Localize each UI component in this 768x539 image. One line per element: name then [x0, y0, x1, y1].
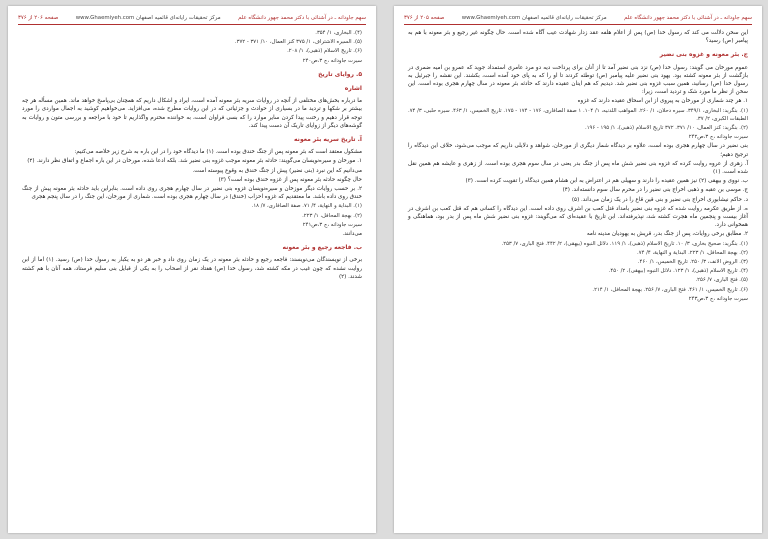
paragraph: بنی نضیر در سال چهارم هجری بوده است، علاوه بر دیدگاه شمار دیگری از مورخان، شواهد و دلایلی داریم که موجب می‌شود، خلاف این دیدگاه را ترجیح دهیم؛	[408, 143, 748, 158]
paragraph: این سخن دلالت می کند که رسول خدا (ص) پس از اعلام هلفه عقد زدار شهادت عیب آگاه شده است. حال چگونه غیر رجیع و بئر معونه با هم به پیامبر (ص) رسید؟	[408, 30, 748, 45]
section-heading: ب. فاجعه رجیع و بئر معونه	[282, 244, 362, 252]
footnote: (۴). البخاری، ۱/ ۳۵۴.	[315, 30, 362, 36]
page-header	[404, 12, 752, 25]
section-heading: ج. بئر معونه و غزوه بنی نضیر	[659, 51, 748, 59]
left-page	[8, 6, 376, 533]
section-heading: آ. تاریخ سریه بئر معونه	[294, 136, 362, 144]
footnote: (۲). بنگرید: کنز العمال، ۱۰/ ۳۷۱. ۳۷۲ تاریخ الاسلام (ذهبی)، ۱/ ۱۹۵ - ۱۹۶.	[585, 125, 748, 132]
paragraph: د. حاکم نیشابوری اخراج بنی نضیر و بنی قین قاع را در یک زمان می‌داند. (۵)	[571, 196, 748, 203]
paragraph: ۱. هر چند شماری از مورخان به پیروی از ابن اسحاق عقیده دارند که غزوه	[577, 98, 748, 105]
paragraph: ما درباره بخش‌های مختلفی از آنچه در روایات سریه بئر معونه آمده است، ایراد و اشکال داریم که همچنان بی‌پاسخ خواهد ماند. همین مسأله هر چه بیشتر بر شکها و تردید ما در بسیاری از حوادث و جزئیاتی که در این روایات مطرح شده، می‌افزاید. می‌خواهیم کوشید به اجمال مواردی را مورد توجه قرار دهیم و رخنت پیدا کردن سایر موارد را که بسی فراوان است، به خواننده محترم واگذاریم تا خود با مراجعه و بررسی متون و روایات به گوشه‌های دیگر از زوایای تاریک آن دست پیدا کند.	[22, 98, 362, 129]
footnote: (۶). تاریخ الخمیس، ۱/ ۴۶۱. فتح الباری، ۷/ ۲۵۶. بهجة المحافل، ۱/ ۲۱۴.	[592, 286, 748, 293]
footnote: سیرت جاودانه ،ج ۳،ص۲۴۰	[302, 57, 362, 64]
paragraph: آ. زهری از عروه روایت کرده که غزوه بنی نضیر شش ماه پس از جنگ بدر یعنی در سال سوم هجری بوده است. از زهری و عایشه هم همین نقل شده است. (۱)	[408, 160, 748, 176]
footnote: (۴). تاریخ الاسلام (ذهبی)، ۱/ ۱۲۳. دلائل النبوه (بیهقی)، ۲/ ۴۵۰.	[608, 268, 748, 275]
header-page-info: صفحه ۲۰۵ از ۳۷۶	[404, 15, 445, 21]
footnote: (۵). فتح الباری، ۷/ ۲۵۶.	[695, 277, 748, 284]
header-page-info: صفحه ۲۰۶ از ۳۷۶	[18, 15, 59, 21]
paragraph: ۲. مطابق برخی روایات، پس از جنگ بدر، قریش به یهودیان مدینه نامه	[586, 231, 748, 238]
footnote: سیرت جاودانه ،ج ۳،ص۲۴۱	[302, 221, 362, 228]
page-body	[8, 25, 376, 281]
header-site[interactable]: مرکز تحقیقات رایانه‌ای قائمیه اصفهان www.Ghaemiyeh.com	[461, 15, 607, 21]
paragraph: حال چگونه حادثه بئر معونه پس از غزوه خندق بوده است؟ (۳)	[218, 176, 362, 183]
paragraph: برخی از نویسندگان می‌نویسند: فاجعه رجیع و حادثه بئر معونه در یک زمان روی داد و خبر هر دو به یکبار به رسول خدا (ص) رسید. (۱) اما از ابن روایت نشده که چون غیب در مکه کشته شد، رسول خدا (ص) هفتاد نفر از اصحاب را به یکی از قبایل بنی سلیم فرستاد، همه آنان با هم کشته شدند. (۲)	[22, 257, 362, 280]
header-site[interactable]: مرکز تحقیقات رایانه‌ای قائمیه اصفهان www.Ghaemiyeh.com	[75, 15, 221, 21]
paragraph: می‌دانیم که این نبرد (بنی نضیر) پیش از جنگ خندق به وقوع پیوسته است.	[192, 167, 362, 174]
right-page	[394, 6, 762, 533]
paragraph: مشکول معتقد است که بئر معونه پس از جنگ خندق بوده است. (۱) ما دیدگاه خود را در این باره به شرح زیر خلاصه می‌کنیم:	[74, 149, 362, 156]
footnote: (۲). بهجة المحافل، ۱/ ۲۲۳.	[302, 212, 362, 219]
paragraph: ج. موسی بن عقبه و ذهبی اخراج بنی نضیر را در محرم سال سوم دانسته‌اند. (۴)	[562, 187, 748, 194]
footnote: (۱). البدایة و النهایة، ۴/ ۷۱. صفة الصافاری، ۷/ ۱۸.	[251, 203, 362, 210]
header-title: سهم جاودانه ـ در آشنائی با دکتر محمد جهور دانشگاه علم	[624, 15, 752, 21]
paragraph: ۱. مورخان و سیره‌نویسان می‌گویند: حادثه بئر معونه موجب غزوه بنی نضیر شد. بلکه ادعا شده، مورخان در این باره اجماع و اتفاق نظر دارند. (۲)	[27, 158, 362, 165]
footnote: (۱). بنگرید: صحیح بخاری، ۳/ ۱۰. تاریخ الاسلام (ذهبی)، ۱/ ۱۱۹. دلائل النبوه (بیهقی)، ۲/ ۴۴۲. فتح الباری، ۷/ ۲۵۳.	[501, 240, 748, 247]
section-heading: اشاره	[344, 85, 362, 93]
page-body	[394, 25, 762, 303]
footnote: سیرت جاودانه ،ج ۳،ص۲۴۲	[688, 134, 748, 141]
footnote: (۳). الروض الانف، ۳/ ۲۵۰. تاریخ الخمیس، ۱/ ۴۶۰.	[637, 259, 748, 266]
footnote: (۲). بهجة المحافل، ۱/ ۲۲۳. البدایة و النهایة، ۴/ ۷۴.	[637, 249, 748, 256]
paragraph: ه. از طریق عکرمه روایت شده که غزوه بنی نضیر بامداد قتل کعب بن اشرف روی داده است. این دیدگاه را کسانی هم که قتل کعب بن اشرف در آغاز بیست و پنجمین ماه هجرت کشته شد، نپذیرفته‌اند. ابن تاریخ با عقیده‌ای که می‌گویند: غزوه بنی نضیر شش ماه پس از بدر بود، هماهنگی و همخوانی دارد.	[408, 205, 748, 229]
paragraph: می‌دانند.	[342, 231, 362, 238]
section-heading: ۵. روایای تاریخ	[318, 70, 362, 78]
paragraph: ب. نووی و بیهقی (۲) نیز همین عقیده را دارند و سهیلی هم در اعتراض به ابن هشام همین دیدگاه را تقویت کرده است. (۳)	[465, 178, 748, 185]
footnote: سیرت جاودانه ،ج ۳،ص۲۴۳	[688, 295, 748, 302]
paragraph: عموم مورخان می گویند: رسول خدا (ص) نزد بنی نضیر آمد تا از آنان برای پرداخت دیه دو مرد عامری استمداد جوید که عمرو بن امیه ضمری در بازگشت از بئر معونه کشته بود. یهود بنی نضیر علیه پیامبر (ص) توطئه کردند تا او را که به پای خود آمده است، بکشند. این نقشه را جبرئیل به رسول خدا (ص) رسانید، همین سبب غزوه بنی نضیر شد. دیدیم که هم اینان عقیده دارند که حادثه بئر معونه در سال چهارم هجری بوده است. این سخن از نظر ما مورد شک و تردید است، زیرا:	[408, 64, 748, 96]
footnote: (۶). تاریخ الاسلام (ذهبی)، ۱/ ۲۰۸.	[287, 48, 362, 55]
header-title: سهم جاودانه ـ در آشنائی با دکتر محمد جهور دانشگاه علم	[238, 15, 366, 21]
footnote: (۵). السیره الاشتراف، ۱/ ۳۷۵ کنز العمال، ۱۰/ ۳۷۱ - ۳۷۲.	[234, 39, 362, 46]
paragraph: ۲. بر حسب روایات دیگر موزخان و سیره‌نویسان غزوه بنی نضیر در سال چهارم هجری روی داده است. بنابراین باید حادثه بئر معونه پیش از جنگ خندق روی داده باشد. ما معتقدیم که غزوه احزاب (خندق) در سال چهارم هجری بوده است. شماری از مورخان، این جنگ را در سال پنجم هجری	[22, 186, 362, 201]
footnote: (۱). بنگرید: البخاری، ۳۴۹/۱. سیره دحلان، ۱/ ۲۶۰. المواهب اللدنیه، ۱/ ۱۰۴. ۱ صفة الصافاری، ۱۷۶ - ۱۷۴ - ۱۷۵. تاریخ الخمیس، ۱/ ۴۶۳. سیره حلبی، ۳/ ۷۴. الطبقات الکبری، ۲/ ۳۷.	[408, 107, 749, 122]
page-header	[18, 12, 366, 25]
